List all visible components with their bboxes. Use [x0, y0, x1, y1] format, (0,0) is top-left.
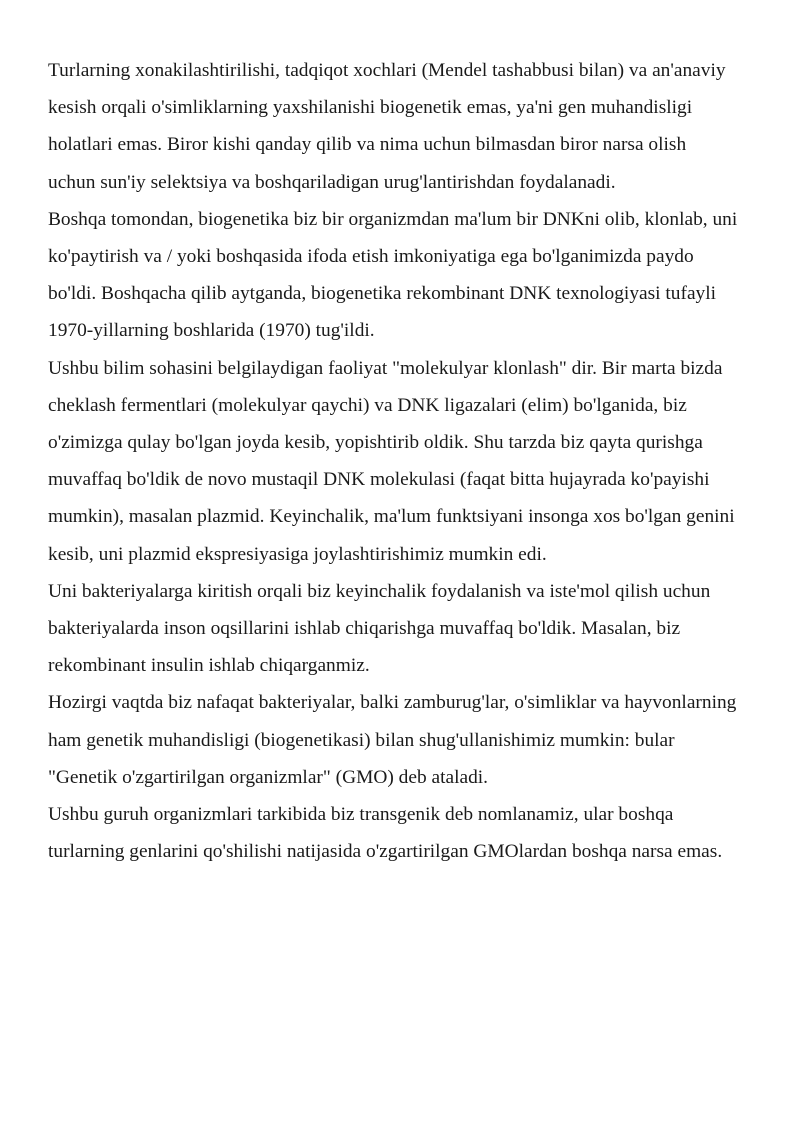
paragraph-1: Turlarning xonakilashtirilishi, tadqiqot xochlari (Mendel tashabbusi bilan) va an'anaviy kesish orqali o'simliklarning yaxshilanishi biogenetik emas, ya'ni gen muhandisligi holatlari emas. Biror kishi qanday qilib va nima uchun bilmasdan biror narsa olish uchun sun'iy selektsiya va boshqariladigan urug'lantirishdan foydalanadi. [48, 60, 726, 193]
paragraph-3: Ushbu bilim sohasini belgilaydigan faoliyat "molekulyar klonlash" dir. Bir marta bizda cheklash fermentlari (molekulyar qaychi) va DNK ligazalari (elim) bo'lganida, biz o'zimizga qulay bo'lgan joyda kesib, yopishtirib oldik. Shu tarzda biz qayta qurishga muvaffaq bo'ldik de novo mustaqil DNK molekulasi (faqat bitta hujayrada ko'payishi mumkin), masalan plazmid. Keyinchalik, ma'lum funktsiyani insonga xos bo'lgan genini kesib, uni plazmid ekspresiyasiga joylashtirishimiz mumkin edi. [48, 357, 735, 565]
paragraph-6: Ushbu guruh organizmlari tarkibida biz transgenik deb nomlanamiz, ular boshqa turlarning genlarini qo'shilishi natijasida o'zgartirilgan GMOlardan boshqa narsa emas. [48, 804, 723, 863]
document-body [48, 52, 738, 870]
paragraph-5: Hozirgi vaqtda biz nafaqat bakteriyalar, balki zamburug'lar, o'simliklar va hayvonlarning ham genetik muhandisligi (biogenetikasi) bilan shug'ullanishimiz mumkin: bular "Genetik o'zgartirilgan organizmlar" (GMO) deb ataladi. [48, 692, 737, 788]
paragraph-4: Uni bakteriyalarga kiritish orqali biz keyinchalik foydalanish va iste'mol qilish uchun bakteriyalarda inson oqsillarini ishlab chiqarishga muvaffaq bo'ldik. Masalan, biz rekombinant insulin ishlab chiqarganmiz. [48, 580, 711, 677]
paragraph-2: Boshqa tomondan, biogenetika biz bir organizmdan ma'lum bir DNKni olib, klonlab, uni ko'paytirish va / yoki boshqasida ifoda etish imkoniyatiga ega bo'lganimizda paydo bo'ldi. Boshqacha qilib aytganda, biogenetika rekombinant DNK texnologiyasi tufayli 1970-yillarning boshlarida (1970) tug'ildi. [48, 208, 738, 342]
